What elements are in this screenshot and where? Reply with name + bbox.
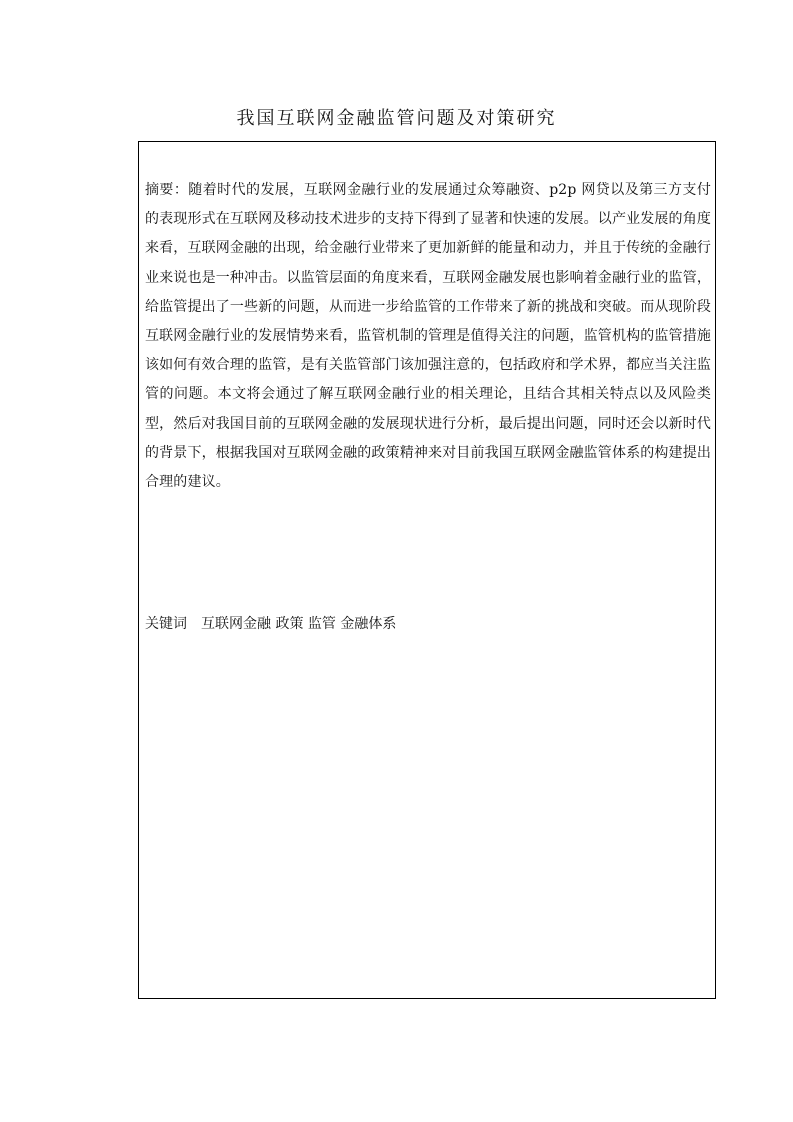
abstract-frame: [138, 141, 716, 999]
keywords-line: 关键词 互联网金融 政策 监管 金融体系: [145, 616, 397, 632]
abstract-text: 摘要：随着时代的发展，互联网金融行业的发展通过众筹融资、p2p 网贷以及第三方支付的表现形式在互联网及移动技术进步的支持下得到了显著和快速的发展。以产业发展的角度来看，互联网金融的出现，给金融行业带来了更加新鲜的能量和动力，并且于传统的金融行业来说也是一种冲击。以监管层面的角度来看，互联网金融发展也影响着金融行业的监管，给监管提出了一些新的问题，从而进一步给监管的工作带来了新的挑战和突破。而从现阶段互联网金融行业的发展情势来看，监管机制的管理是值得关注的问题，监管机构的监管措施该如何有效合理的监管，是有关监管部门该加强注意的，包括政府和学术界，都应当关注监管的问题。本文将会通过了解互联网金融行业的相关理论，且结合其相关特点以及风险类型，然后对我国目前的互联网金融的发展现状进行分析，最后提出问题，同时还会以新时代的背景下，根据我国对互联网金融的政策精神来对目前我国互联网金融监管体系的构建提出合理的建议。: [145, 182, 711, 491]
document-title: 我国互联网金融监管问题及对策研究: [236, 108, 557, 129]
